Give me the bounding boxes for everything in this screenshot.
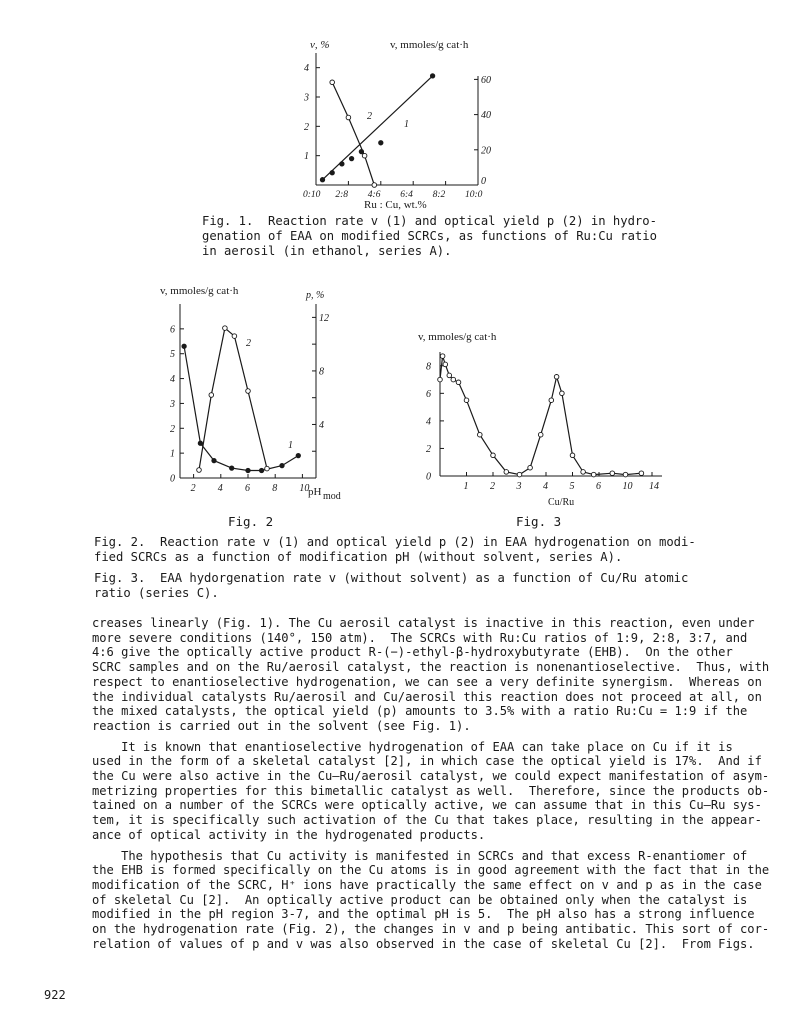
fig2-x-axis-label: pH — [308, 486, 322, 498]
text-line: of skeletal Cu [2]. An optically active product can be obtained only when the catalyst is — [92, 892, 748, 907]
fig2-series-2-point — [209, 393, 214, 398]
fig2-x-tick-label: 10 — [299, 483, 310, 494]
fig3-y-tick-label: 6 — [426, 388, 431, 400]
fig1-series-1-point — [320, 178, 324, 182]
text-line: on the hydrogenation rate (Fig. 2), the changes in v and p being antibatic. This sort of cor- — [92, 922, 770, 937]
fig1-left-axis-label: ν, % — [310, 39, 330, 51]
fig2-caption-line: Fig. 2. Reaction rate v (1) and optical yield p (2) in EAA hydrogenation on modi- — [94, 535, 696, 549]
fig3-series-point — [581, 470, 586, 475]
fig1-x-tick-label: 2:8 — [335, 190, 349, 200]
fig1-x-tick-label: 8:2 — [432, 190, 446, 200]
fig3-series-point — [456, 380, 461, 385]
fig2-x-tick-label: 6 — [245, 483, 250, 494]
fig3-series-point — [591, 472, 596, 477]
text-line: metrizing properties for this bimetallic catalyst as well. Therefore, since the products ob- — [92, 783, 770, 798]
fig2-series-2-point — [265, 466, 270, 471]
text-line: SCRC samples and on the Ru/aerosil catalyst, the reaction is nonenantioselective. Thus, with — [92, 660, 770, 675]
fig2-series-1-point — [259, 468, 263, 472]
fig3-x-tick-label: 10 — [622, 481, 633, 492]
text-line: tem, it is specifically such activation of the Cu that takes place, resulting in the appear- — [92, 813, 762, 828]
fig1-right-tick-label: 60 — [481, 74, 491, 86]
paragraph-2 — [92, 739, 770, 843]
fig3-caption-line: Fig. 3. EAA hydorgenation rate v (without solvent) as a function of Cu/Ru atomic — [94, 571, 689, 585]
page-number: 922 — [44, 988, 66, 1002]
text-line: reaction is carried out in the solvent (see Fig. 1). — [92, 718, 471, 733]
fig2-caption-line: fied SCRCs as a function of modification pH (without solvent, series A). — [94, 550, 623, 564]
fig1-right-axis-label: v, mmoles/g cat·h — [390, 39, 469, 51]
fig3-x-tick-label: 14 — [649, 481, 659, 492]
paragraph-1 — [92, 616, 770, 734]
text-line: It is known that enantioselective hydrogenation of EAA can take place on Cu if it is — [92, 739, 733, 754]
fig2-series-2-line — [199, 328, 267, 470]
fig1-left-tick-label: 2 — [304, 121, 309, 133]
fig3-x-tick-label: 6 — [596, 481, 601, 492]
fig1-caption-line: genation of EAA on modified SCRCs, as functions of Ru:Cu ratio — [202, 229, 657, 243]
text-line: respect to enantioselective hydrogenation, we can see a very definite synergism. Whereas on — [92, 674, 762, 689]
fig3-y-tick-label: 0 — [426, 471, 431, 483]
fig1-x-tick-label: 10:0 — [465, 190, 483, 200]
fig3-series-point — [549, 398, 554, 403]
fig2-x-tick-label: 4 — [217, 483, 223, 494]
fig3-series-point — [610, 471, 615, 476]
fig2-series-2-point — [246, 389, 251, 394]
fig2-left-tick-label: 6 — [170, 324, 175, 336]
fig3-series-point — [447, 373, 452, 378]
fig1-series-2-line — [332, 82, 374, 185]
fig2-left-tick-label: 0 — [170, 473, 175, 485]
fig1-series-2-point — [346, 115, 351, 120]
fig3-x-tick-label: 3 — [516, 481, 522, 492]
text-line: creases linearly (Fig. 1). The Cu aerosil catalyst is inactive in this reaction, even under — [92, 616, 755, 630]
fig3-series-point — [504, 470, 509, 475]
fig1-caption-line: in aerosil (in ethanol, series A). — [202, 244, 452, 258]
fig2-right-tick-label: 8 — [319, 366, 324, 378]
figure-1-chart — [300, 38, 500, 213]
fig2-x-tick-label: 8 — [272, 483, 278, 494]
fig1-curve-label-1: 1 — [404, 119, 409, 130]
fig2-right-tick-label: 12 — [319, 312, 329, 324]
fig2-series-2-point — [223, 326, 228, 331]
fig2-series-1-point — [212, 458, 216, 462]
figs23-captions — [94, 535, 696, 601]
fig1-left-tick-label: 3 — [304, 92, 309, 104]
fig1-right-tick-label: 40 — [481, 110, 491, 122]
fig3-series-point — [517, 472, 522, 477]
body-text — [92, 616, 770, 951]
figure-3 — [410, 326, 680, 506]
fig1-x-axis-label: Ru : Cu, wt.% — [364, 199, 427, 211]
fig1-series-1-point — [340, 162, 344, 166]
fig1-caption-line: Fig. 1. Reaction rate v (1) and optical yield p (2) in hydro- — [202, 214, 657, 228]
text-line: modification of the SCRC, H⁺ ions have practically the same effect on v and p as in the case — [92, 877, 762, 892]
fig2-series-1-point — [182, 344, 186, 348]
fig2-curve-label-2: 2 — [246, 338, 251, 349]
text-line: the individual catalysts Ru/aerosil and Cu/aerosil this reaction does not proceed at all, on — [92, 689, 762, 704]
fig3-series-point — [451, 377, 456, 382]
fig3-series-line — [440, 356, 641, 475]
figure-2-chart — [160, 282, 380, 502]
fig3-series-point — [570, 453, 575, 458]
fig2-label: Fig. 2 — [228, 514, 274, 529]
fig2-left-tick-label: 4 — [170, 374, 175, 386]
fig1-left-tick-label: 1 — [304, 151, 309, 163]
fig2-series-1-point — [230, 466, 234, 470]
fig3-x-tick-label: 2 — [490, 481, 495, 492]
fig3-y-axis-label: v, mmoles/g cat·h — [418, 331, 497, 343]
fig1-series-2-point — [330, 80, 335, 85]
fig1-series-1-point — [379, 141, 383, 145]
text-line: more severe conditions (140°, 150 atm). The SCRCs with Ru:Cu ratios of 1:9, 2:8, 3:7, and — [92, 630, 748, 645]
fig3-x-tick-label: 1 — [463, 481, 469, 492]
paragraph-3 — [92, 848, 770, 952]
fig1-series-1-line — [323, 76, 433, 180]
fig3-series-point — [623, 472, 628, 477]
text-line: the Cu were also active in the Cu–Ru/aerosil catalyst, we could expect manifestation of asym- — [92, 769, 770, 784]
fig1-x-tick-label: 4:6 — [367, 190, 381, 200]
text-line: used in the form of a skeletal catalyst [2], in which case the optical yield is 17%. And if — [92, 754, 762, 769]
fig2-series-1-point — [280, 463, 284, 467]
fig2-left-tick-label: 1 — [170, 448, 175, 460]
fig2-left-axis-label: v, mmoles/g cat·h — [160, 285, 239, 297]
fig1-series-1-point — [330, 171, 334, 175]
fig1-series-1-point — [430, 74, 434, 78]
fig2-series-1-point — [246, 468, 250, 472]
fig2-right-tick-label: 4 — [319, 419, 324, 431]
text-line: modified in the pH region 3-7, and the optimal pH is 5. The pH also has a strong influence — [92, 907, 755, 922]
fig3-y-tick-label: 4 — [426, 416, 431, 428]
fig3-label: Fig. 3 — [516, 514, 562, 529]
figure-1 — [300, 38, 500, 213]
text-line: ance of optical activity in the hydrogenated products. — [92, 827, 486, 842]
fig1-series-2-point — [362, 153, 367, 158]
fig2-left-tick-label: 2 — [170, 423, 175, 435]
fig3-series-point — [639, 471, 644, 476]
fig2-right-axis-label: p, % — [306, 290, 325, 301]
fig2-left-tick-label: 3 — [170, 398, 175, 410]
text-line: tained on a number of the SCRCs were optically active, we can assume that in this Cu–Ru sys- — [92, 798, 762, 813]
fig1-series-2-point — [372, 183, 377, 188]
fig3-series-point — [560, 391, 565, 396]
fig2-series-1-point — [198, 441, 202, 445]
fig2-x-tick-label: 2 — [190, 483, 196, 494]
fig3-series-point — [440, 354, 445, 359]
text-line: 4:6 give the optically active product R-(−)-ethyl-β-hydroxybutyrate (EHB). On the other — [92, 645, 733, 660]
fig3-caption-line: ratio (series C). — [94, 586, 219, 600]
fig2-x-axis-label-sub: mod — [323, 491, 341, 502]
text-line: relation of values of p and v was also observed in the case of skeletal Cu [2]. From Figs. — [92, 936, 755, 951]
fig3-series-point — [554, 375, 559, 380]
fig3-x-tick-label: 4 — [543, 481, 548, 492]
figure-3-chart — [410, 326, 680, 506]
fig3-series-point — [538, 432, 543, 437]
fig3-series-point — [491, 453, 496, 458]
fig2-series-2-point — [232, 334, 237, 339]
text-line: the EHB is formed specifically on the Cu atoms is in good agreement with the fact that in the — [92, 863, 770, 878]
fig2-series-1-point — [296, 453, 300, 457]
fig3-x-axis-label: Cu/Ru — [548, 497, 575, 508]
fig3-y-tick-label: 8 — [426, 361, 431, 373]
fig3-series-point — [528, 465, 533, 470]
fig3-series-point — [478, 432, 483, 437]
fig2-curve-label-1: 1 — [288, 440, 293, 451]
fig3-series-point — [438, 377, 443, 382]
fig1-right-tick-label: 0 — [481, 176, 486, 187]
fig2-series-2-point — [197, 468, 202, 473]
fig3-x-tick-label: 5 — [569, 481, 575, 492]
fig1-x-tick-label: 6:4 — [400, 190, 413, 200]
fig1-right-tick-label: 20 — [481, 145, 491, 157]
fig2-left-tick-label: 5 — [170, 349, 175, 361]
text-line: the mixed catalysts, the optical yield (p) amounts to 3.5% with a ratio Ru:Cu = 1:9 if the — [92, 704, 748, 719]
fig1-curve-label-2: 2 — [367, 111, 372, 122]
figure-2 — [160, 282, 380, 502]
fig1-caption — [202, 214, 657, 259]
fig1-left-tick-label: 4 — [304, 63, 309, 75]
fig3-y-tick-label: 2 — [426, 443, 431, 455]
fig1-series-1-point — [349, 156, 353, 160]
fig3-series-point — [443, 362, 448, 367]
text-line: The hypothesis that Cu activity is manifested in SCRCs and that excess R-enantiomer of — [92, 848, 748, 863]
fig3-series-point — [464, 398, 469, 403]
fig1-x-tick-label: 0:10 — [303, 190, 321, 200]
